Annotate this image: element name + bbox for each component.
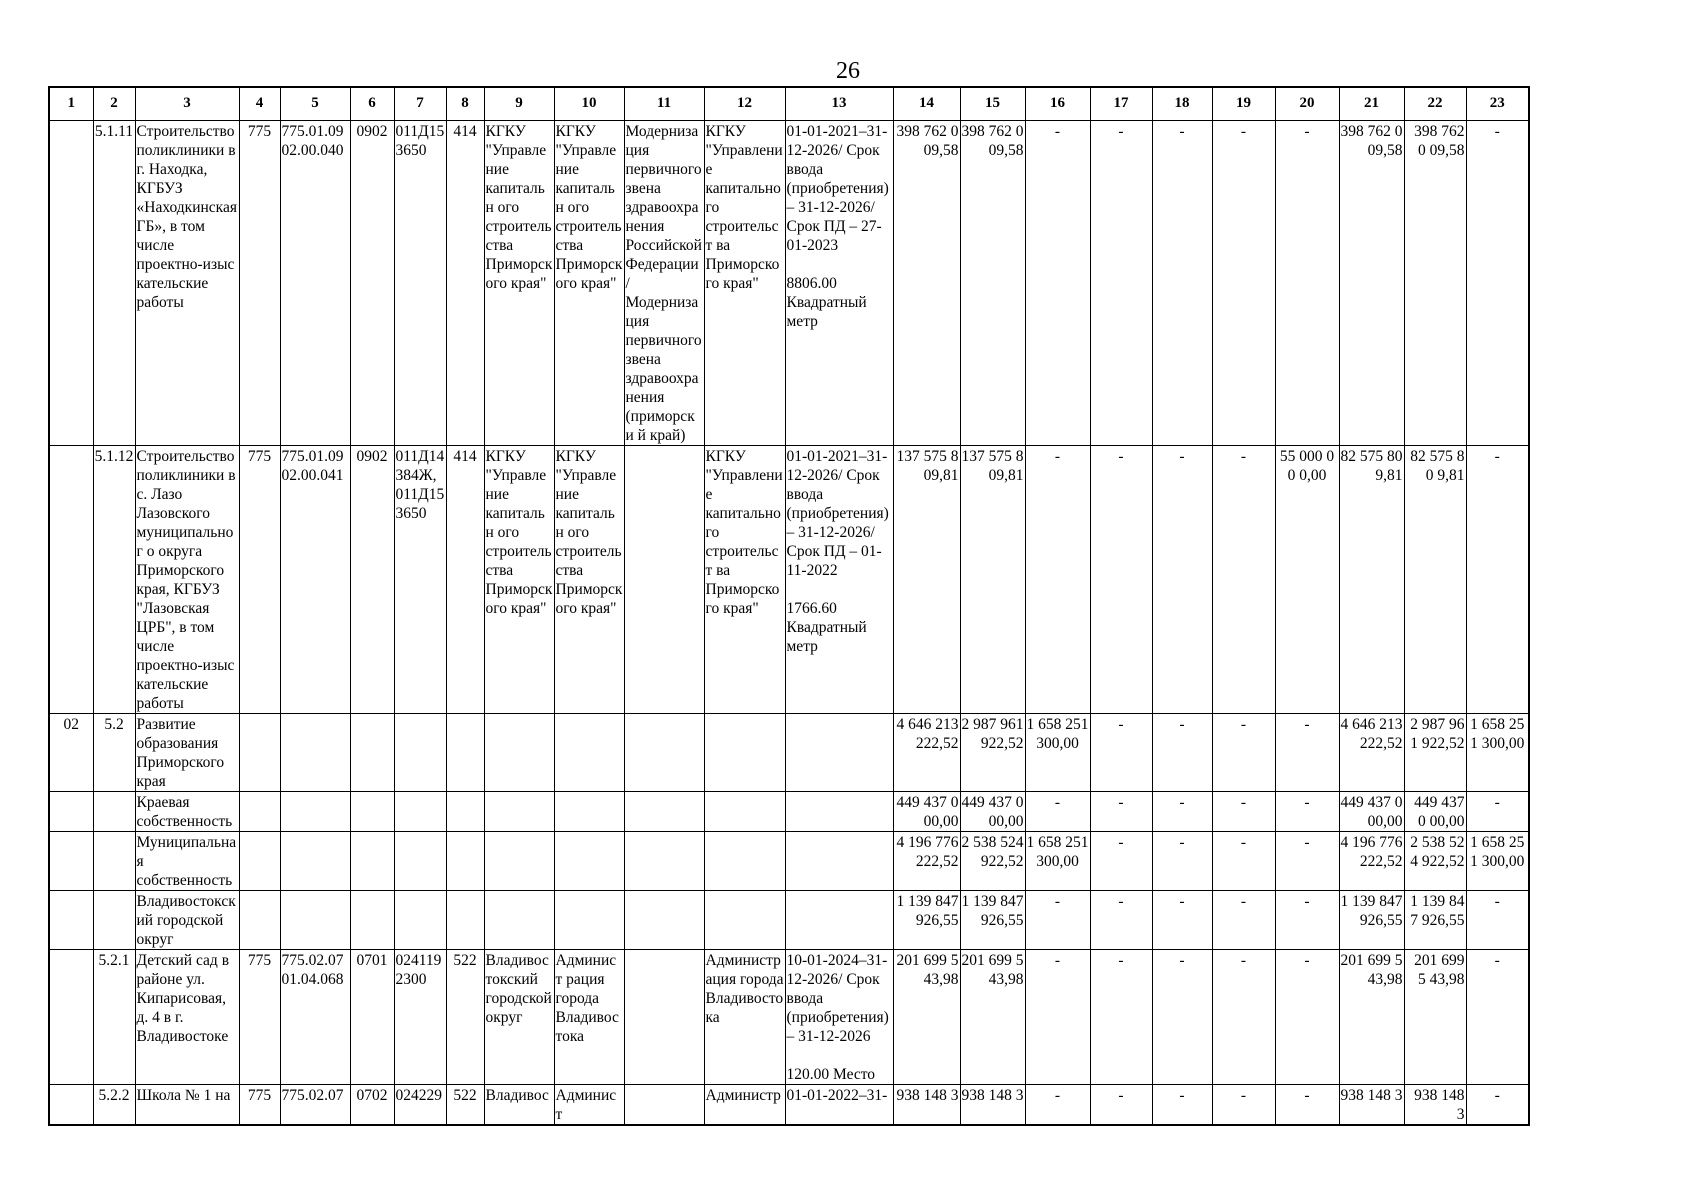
table-cell-col-17: - [1090, 120, 1152, 445]
table-cell-col-5 [280, 791, 350, 831]
table-cell-col-18: - [1152, 831, 1212, 890]
column-header-16: 16 [1025, 87, 1090, 120]
table-cell-col-2: 5.2.2 [93, 1084, 135, 1125]
table-row-5-1-12 [49, 445, 1529, 713]
table-cell-col-9 [484, 890, 554, 949]
table-cell-col-12 [704, 890, 785, 949]
table-cell-col-22: 2 538 524 922,52 [1404, 831, 1466, 890]
table-cell-col-9: КГКУ "Управле ние капитальн ого строитель ства Приморск ого края" [484, 120, 554, 445]
table-cell-col-11 [624, 791, 704, 831]
table-cell-col-19: - [1212, 1084, 1275, 1125]
table-cell-col-19: - [1212, 791, 1275, 831]
table-cell-col-12 [704, 791, 785, 831]
table-cell-col-12: КГКУ "Управлени е капитально го строительст ва Приморско го края" [704, 445, 785, 713]
table-cell-col-7: 024119 2300 [394, 949, 446, 1084]
table-cell-col-8 [446, 890, 484, 949]
table-cell-col-16: 1 658 251 300,00 [1025, 713, 1090, 791]
table-cell-col-23: - [1466, 890, 1529, 949]
table-cell-col-20: - [1275, 713, 1339, 791]
table-cell-col-15: 398 762 0 09,58 [960, 120, 1025, 445]
table-cell-col-18: - [1152, 445, 1212, 713]
table-cell-col-3: Детский сад в районе ул. Кипарисовая, д. 4 в г. Владивостоке [135, 949, 239, 1084]
table-cell-col-3: Муниципальна я собственность [135, 831, 239, 890]
table-cell-col-15: 1 139 847 926,55 [960, 890, 1025, 949]
table-cell-col-22: 2 987 961 922,52 [1404, 713, 1466, 791]
table-cell-col-13: 01-01-2021–31-12-2026/ Срок ввода (приобретения) – 31-12-2026/ Срок ПД – 01-11-2022 1766.60 Квадратный метр [785, 445, 893, 713]
table-row-5-2 [49, 713, 1529, 791]
table-cell-col-5: 775.02.07 01.04.068 [280, 949, 350, 1084]
table-cell-col-23: 1 658 251 300,00 [1466, 831, 1529, 890]
column-header-14: 14 [893, 87, 960, 120]
table-cell-col-22: 398 762 0 09,58 [1404, 120, 1466, 445]
table-cell-col-20: - [1275, 120, 1339, 445]
table-cell-col-1 [49, 949, 93, 1084]
table-cell-col-17: - [1090, 713, 1152, 791]
table-cell-col-2 [93, 791, 135, 831]
table-cell-col-2: 5.1.11 [93, 120, 135, 445]
table-cell-col-14: 4 196 776 222,52 [893, 831, 960, 890]
table-cell-col-6 [350, 890, 394, 949]
table-cell-col-11 [624, 831, 704, 890]
table-cell-col-10 [554, 713, 624, 791]
table-cell-col-4: 775 [239, 120, 280, 445]
table-cell-col-3: Школа № 1 на [135, 1084, 239, 1125]
table-cell-col-1 [49, 1084, 93, 1125]
table-row-5-1-11 [49, 120, 1529, 445]
table-cell-col-14: 398 762 0 09,58 [893, 120, 960, 445]
table-cell-col-7: 011Д14 384Ж, 011Д15 3650 [394, 445, 446, 713]
table-cell-col-8 [446, 791, 484, 831]
table-cell-col-17: - [1090, 445, 1152, 713]
table-cell-col-4 [239, 831, 280, 890]
table-cell-col-12 [704, 831, 785, 890]
table-cell-col-13: 01-01-2022–31- [785, 1084, 893, 1125]
table-cell-col-10: Админист рация города Владивос тока [554, 949, 624, 1084]
table-cell-col-12 [704, 713, 785, 791]
table-cell-col-14: 938 148 3 [893, 1084, 960, 1125]
table-cell-col-4 [239, 890, 280, 949]
table-cell-col-22: 449 437 0 00,00 [1404, 791, 1466, 831]
column-header-18: 18 [1152, 87, 1212, 120]
table-cell-col-7: 024229 [394, 1084, 446, 1125]
column-header-21: 21 [1339, 87, 1404, 120]
table-cell-col-18: - [1152, 791, 1212, 831]
table-cell-col-19: - [1212, 120, 1275, 445]
table-cell-col-14: 4 646 213 222,52 [893, 713, 960, 791]
table-cell-col-6: 0902 [350, 120, 394, 445]
table-cell-col-5 [280, 831, 350, 890]
table-cell-col-19: - [1212, 445, 1275, 713]
table-cell-col-23: - [1466, 120, 1529, 445]
table-cell-col-16: - [1025, 949, 1090, 1084]
table-cell-col-12: Администр [704, 1084, 785, 1125]
table-cell-col-17: - [1090, 1084, 1152, 1125]
table-cell-col-21: 82 575 80 9,81 [1339, 445, 1404, 713]
table-cell-col-11 [624, 1084, 704, 1125]
table-cell-col-20: - [1275, 791, 1339, 831]
column-header-3: 3 [135, 87, 239, 120]
table-cell-col-16: - [1025, 1084, 1090, 1125]
table-cell-col-3: Владивостокск ий городской округ [135, 890, 239, 949]
table-cell-col-20: 55 000 00 0,00 [1275, 445, 1339, 713]
table-cell-col-21: 201 699 5 43,98 [1339, 949, 1404, 1084]
table-cell-col-17: - [1090, 949, 1152, 1084]
table-cell-col-15: 137 575 8 09,81 [960, 445, 1025, 713]
table-cell-col-9 [484, 791, 554, 831]
table-cell-col-7 [394, 890, 446, 949]
table-cell-col-5 [280, 713, 350, 791]
table-cell-col-19: - [1212, 890, 1275, 949]
table-cell-col-6 [350, 713, 394, 791]
table-cell-col-9 [484, 831, 554, 890]
table-cell-col-23: 1 658 251 300,00 [1466, 713, 1529, 791]
table-cell-col-19: - [1212, 949, 1275, 1084]
table-cell-col-21: 398 762 0 09,58 [1339, 120, 1404, 445]
table-cell-col-16: 1 658 251 300,00 [1025, 831, 1090, 890]
table-cell-col-4: 775 [239, 445, 280, 713]
table-cell-col-20: - [1275, 949, 1339, 1084]
table-cell-col-20: - [1275, 831, 1339, 890]
column-header-19: 19 [1212, 87, 1275, 120]
table-cell-col-13: 01-01-2021–31-12-2026/ Срок ввода (приобретения) – 31-12-2026/ Срок ПД – 27-01-2023 8806.00 Квадратный метр [785, 120, 893, 445]
column-header-row [49, 87, 1529, 120]
table-cell-col-15: 2 538 524 922,52 [960, 831, 1025, 890]
table-cell-col-7: 011Д15 3650 [394, 120, 446, 445]
column-header-9: 9 [484, 87, 554, 120]
table-cell-col-20: - [1275, 890, 1339, 949]
table-cell-col-14: 1 139 847 926,55 [893, 890, 960, 949]
table-cell-col-8 [446, 831, 484, 890]
table-cell-col-8: 522 [446, 1084, 484, 1125]
table-cell-col-8: 414 [446, 120, 484, 445]
table-cell-col-2: 5.1.12 [93, 445, 135, 713]
table-cell-col-13 [785, 831, 893, 890]
table-cell-col-9: Владивос токский городской округ [484, 949, 554, 1084]
table-row-kraevaya [49, 791, 1529, 831]
table-cell-col-10: КГКУ "Управле ние капитальн ого строитель ства Приморск ого края" [554, 445, 624, 713]
table-cell-col-21: 4 646 213 222,52 [1339, 713, 1404, 791]
table-row-vladivostok [49, 890, 1529, 949]
table-cell-col-11 [624, 445, 704, 713]
table-cell-col-16: - [1025, 791, 1090, 831]
table-cell-col-5: 775.01.09 02.00.041 [280, 445, 350, 713]
table-cell-col-6: 0701 [350, 949, 394, 1084]
table-cell-col-17: - [1090, 791, 1152, 831]
table-cell-col-6: 0702 [350, 1084, 394, 1125]
table-cell-col-8: 522 [446, 949, 484, 1084]
column-header-23: 23 [1466, 87, 1529, 120]
table-row-5-2-1 [49, 949, 1529, 1084]
table-cell-col-1 [49, 791, 93, 831]
table-cell-col-8 [446, 713, 484, 791]
table-cell-col-1 [49, 445, 93, 713]
table-cell-col-16: - [1025, 890, 1090, 949]
table-cell-col-3: Строительство поликлиники в с. Лазо Лазовского муниципальног о округа Приморского края, КГБУЗ "Лазовская ЦРБ", в том числе проектно-изыс кательские работы [135, 445, 239, 713]
table-cell-col-2 [93, 890, 135, 949]
table-cell-col-9: КГКУ "Управле ние капитальн ого строитель ства Приморск ого края" [484, 445, 554, 713]
column-header-20: 20 [1275, 87, 1339, 120]
table-cell-col-13 [785, 713, 893, 791]
column-header-17: 17 [1090, 87, 1152, 120]
table-cell-col-1: 02 [49, 713, 93, 791]
column-header-10: 10 [554, 87, 624, 120]
table-cell-col-5 [280, 890, 350, 949]
table-cell-col-10: КГКУ "Управле ние капитальн ого строитель ства Приморск ого края" [554, 120, 624, 445]
table-cell-col-6 [350, 791, 394, 831]
table-cell-col-7 [394, 713, 446, 791]
table-cell-col-7 [394, 831, 446, 890]
table-cell-col-6: 0902 [350, 445, 394, 713]
table-cell-col-22: 1 139 847 926,55 [1404, 890, 1466, 949]
column-header-4: 4 [239, 87, 280, 120]
table-cell-col-14: 201 699 5 43,98 [893, 949, 960, 1084]
table-cell-col-5: 775.02.07 [280, 1084, 350, 1125]
table-cell-col-11 [624, 890, 704, 949]
table-cell-col-3: Строительство поликлиники в г. Находка, КГБУЗ «Находкинская ГБ», в том числе проектно-изыс кательские работы [135, 120, 239, 445]
table-cell-col-4: 775 [239, 949, 280, 1084]
column-header-2: 2 [93, 87, 135, 120]
table-cell-col-21: 938 148 3 [1339, 1084, 1404, 1125]
table-cell-col-18: - [1152, 120, 1212, 445]
column-header-22: 22 [1404, 87, 1466, 120]
table-cell-col-10 [554, 791, 624, 831]
table-cell-col-16: - [1025, 445, 1090, 713]
table-cell-col-9 [484, 713, 554, 791]
table-cell-col-15: 201 699 5 43,98 [960, 949, 1025, 1084]
table-cell-col-2: 5.2 [93, 713, 135, 791]
table-cell-col-11 [624, 949, 704, 1084]
table-cell-col-22: 938 148 3 [1404, 1084, 1466, 1125]
table-cell-col-19: - [1212, 831, 1275, 890]
table-cell-col-2: 5.2.1 [93, 949, 135, 1084]
column-header-11: 11 [624, 87, 704, 120]
column-header-12: 12 [704, 87, 785, 120]
table-cell-col-8: 414 [446, 445, 484, 713]
table-cell-col-18: - [1152, 949, 1212, 1084]
table-cell-col-4 [239, 791, 280, 831]
table-row-municipal [49, 831, 1529, 890]
column-header-15: 15 [960, 87, 1025, 120]
table-cell-col-5: 775.01.09 02.00.040 [280, 120, 350, 445]
table-cell-col-23: - [1466, 445, 1529, 713]
table-cell-col-20: - [1275, 1084, 1339, 1125]
page-number: 26 [836, 58, 860, 84]
column-header-8: 8 [446, 87, 484, 120]
table-cell-col-22: 82 575 80 9,81 [1404, 445, 1466, 713]
table-cell-col-2 [93, 831, 135, 890]
table-cell-col-16: - [1025, 120, 1090, 445]
table-cell-col-23: - [1466, 1084, 1529, 1125]
table-cell-col-14: 137 575 8 09,81 [893, 445, 960, 713]
table-cell-col-7 [394, 791, 446, 831]
table-cell-col-17: - [1090, 890, 1152, 949]
table-cell-col-17: - [1090, 831, 1152, 890]
table-cell-col-21: 449 437 0 00,00 [1339, 791, 1404, 831]
table-cell-col-18: - [1152, 713, 1212, 791]
table-cell-col-14: 449 437 0 00,00 [893, 791, 960, 831]
table-cell-col-12: Администр ация города Владивосто ка [704, 949, 785, 1084]
table-cell-col-10: Админист [554, 1084, 624, 1125]
table-cell-col-21: 1 139 847 926,55 [1339, 890, 1404, 949]
table-cell-col-15: 2 987 961 922,52 [960, 713, 1025, 791]
table-cell-col-18: - [1152, 1084, 1212, 1125]
table-cell-col-13: 10-01-2024–31-12-2026/ Срок ввода (приобретения) – 31-12-2026 120.00 Место [785, 949, 893, 1084]
table-cell-col-1 [49, 120, 93, 445]
table-cell-col-3: Развитие образования Приморского края [135, 713, 239, 791]
table-cell-col-11 [624, 713, 704, 791]
table-cell-col-1 [49, 831, 93, 890]
table-cell-col-15: 938 148 3 [960, 1084, 1025, 1125]
table-cell-col-6 [350, 831, 394, 890]
table-cell-col-10 [554, 831, 624, 890]
table-cell-col-3: Краевая собственность [135, 791, 239, 831]
column-header-1: 1 [49, 87, 93, 120]
column-header-13: 13 [785, 87, 893, 120]
table-cell-col-23: - [1466, 949, 1529, 1084]
column-header-5: 5 [280, 87, 350, 120]
column-header-7: 7 [394, 87, 446, 120]
table-row-5-2-2 [49, 1084, 1529, 1125]
table-cell-col-22: 201 699 5 43,98 [1404, 949, 1466, 1084]
table-cell-col-12: КГКУ "Управлени е капитально го строительст ва Приморско го края" [704, 120, 785, 445]
table-cell-col-9: Владивос [484, 1084, 554, 1125]
data-table [48, 86, 1530, 1126]
column-header-6: 6 [350, 87, 394, 120]
table-cell-col-11: Модерниза ция первичного звена здравоохра нения Российской Федерации/ Модерниза ция первичного звена здравоохра нения (приморски й край) [624, 120, 704, 445]
table-cell-col-13 [785, 890, 893, 949]
table-cell-col-1 [49, 890, 93, 949]
table-cell-col-21: 4 196 776 222,52 [1339, 831, 1404, 890]
table-cell-col-18: - [1152, 890, 1212, 949]
table-cell-col-19: - [1212, 713, 1275, 791]
table-cell-col-4 [239, 713, 280, 791]
table-cell-col-4: 775 [239, 1084, 280, 1125]
table-cell-col-13 [785, 791, 893, 831]
table-cell-col-15: 449 437 0 00,00 [960, 791, 1025, 831]
table-cell-col-23: - [1466, 791, 1529, 831]
table-cell-col-10 [554, 890, 624, 949]
